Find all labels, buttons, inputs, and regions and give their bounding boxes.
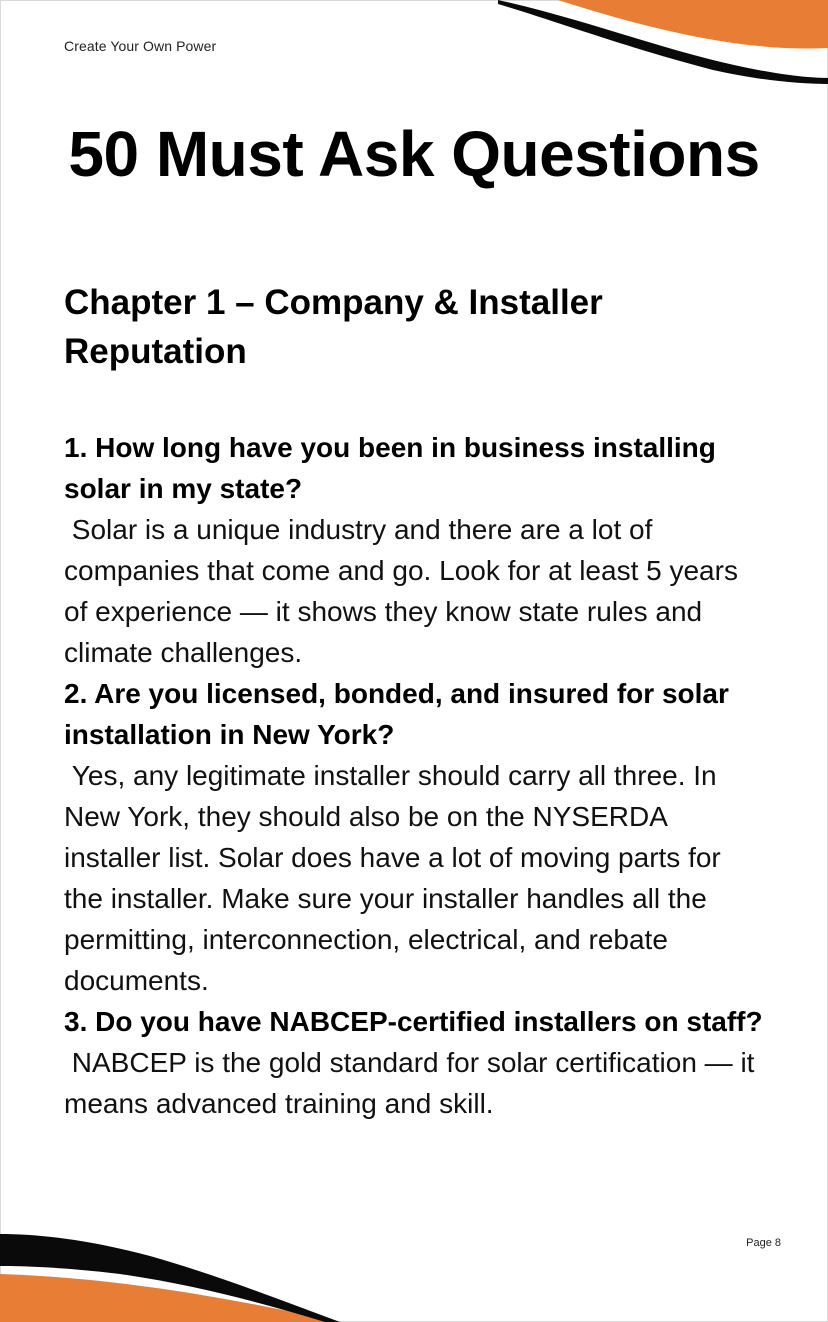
- question-text: 1. How long have you been in business installing solar in my state?: [64, 432, 716, 504]
- bottom-swoosh-decoration: [0, 1234, 340, 1322]
- answer-text: NABCEP is the gold standard for solar certification — it means advanced training and skill.: [64, 1047, 763, 1119]
- question-text: 2. Are you licensed, bonded, and insured for solar installation in New York?: [64, 678, 729, 750]
- answer-text: Yes, any legitimate installer should carry all three. In New York, they should also be on the NYSERDA installer list. Solar does have a lot of moving parts for the installer. Make sure your installer handles all the permitting, interconnection, electrical, and rebate documents.: [64, 760, 729, 996]
- question-item: [64, 427, 764, 673]
- top-swoosh-decoration: [498, 0, 828, 84]
- page-number: Page 8: [746, 1237, 781, 1249]
- answer-text: Solar is a unique industry and there are a lot of companies that come and go. Look for at least 5 years of experience — it shows they know state rules and climate challenges.: [64, 514, 746, 668]
- chapter-heading: Chapter 1 – Company & Installer Reputation: [64, 283, 603, 371]
- question-text: 3. Do you have NABCEP-certified installers on staff?: [64, 1006, 763, 1037]
- questions-list: [64, 427, 764, 1124]
- page-title: 50 Must Ask Questions: [68, 118, 760, 190]
- running-header: Create Your Own Power: [64, 38, 217, 54]
- question-item: [64, 673, 764, 1001]
- question-item: [64, 1001, 764, 1124]
- top-swoosh-orange: [498, 0, 828, 49]
